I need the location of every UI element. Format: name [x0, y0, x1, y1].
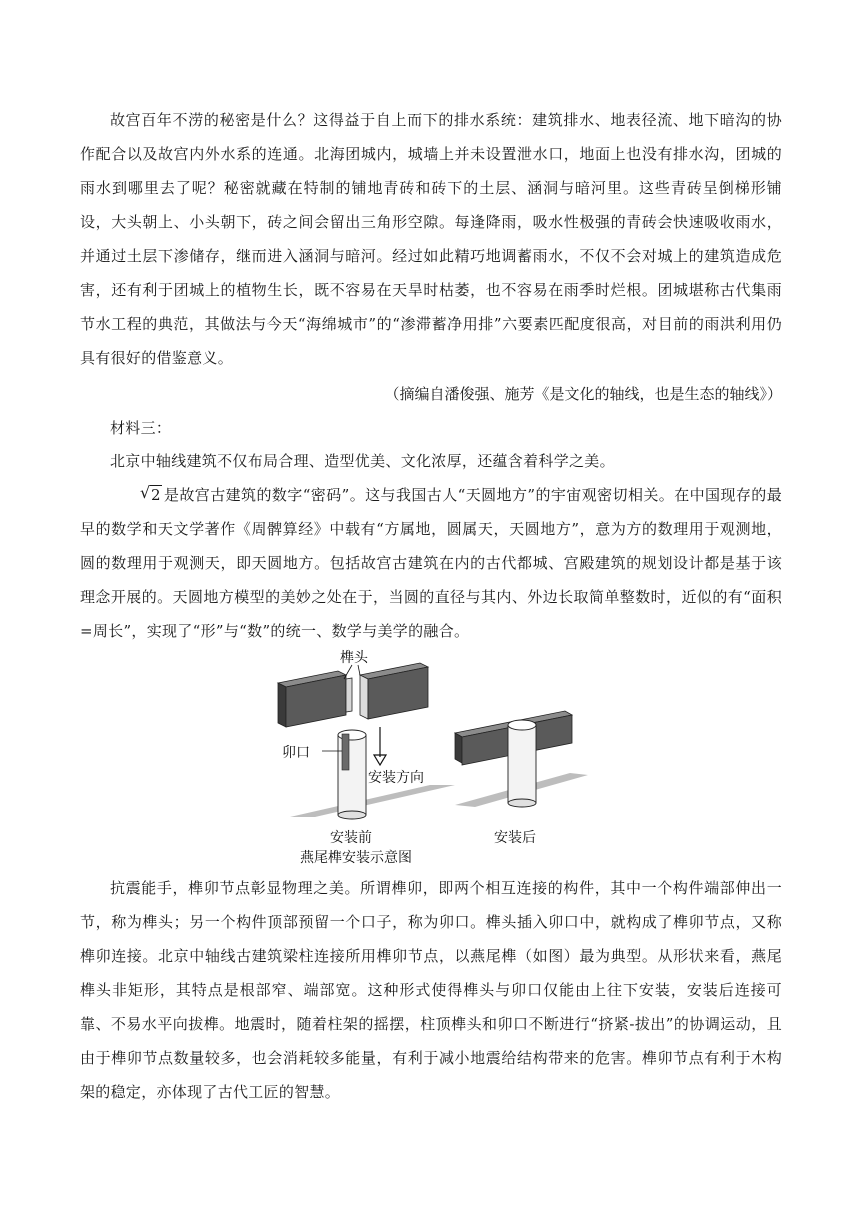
- citation: （摘编自潘俊强、施芳《是文化的轴线，也是生态的轴线》）: [384, 385, 782, 403]
- paragraph-sqrt2-text: 是故宫古建筑的数字“密码”。这与我国古人“天圆地方”的宇宙观密切相关。在中国现存的最早的数学和天文学著作《周髀算经》中载有“方属地，圆属天，天圆地方”，意为方的数理用于观测地，圆的数理用于观测天，即天圆地方。包括故宫古建筑在内的古代都城、宫殿建筑的规划设计都是基于该理念开展的。天圆地方模型的美妙之处在于，当圆的直径与其内、外边长取简单整数时，近似的有“面积=周长”，实现了“形”与“数”的统一、数学与美学的融合。: [80, 486, 782, 640]
- paragraph-sqrt2: [80, 478, 782, 648]
- paragraph-tenon-mortise: 抗震能手，榫卯节点彰显物理之美。所谓榫卯，即两个相互连接的构件，其中一个构件端部伸出一节，称为榫头；另一个构件顶部预留一个口子，称为卯口。榫头插入卯口中，就构成了榫卯节点，又称榫卯连接。北京中轴线古建筑梁柱连接所用榫卯节点，以燕尾榫（如图）最为典型。从形状来看，燕尾榫头非矩形，其特点是根部窄、端部宽。这种形式使得榫头与卯口仅能由上往下安装，安装后连接可靠、不易水平向拔榫。地震时，随着柱架的摇摆，柱顶榫头和卯口不断进行“挤紧-拔出”的协调运动，且由于榫卯节点数量较多，也会消耗较多能量，有利于减小地震给结构带来的危害。榫卯节点有利于木构架的稳定，亦体现了古代工匠的智慧。: [80, 879, 782, 1101]
- label-install-direction: 安装方向: [368, 770, 424, 786]
- ground-shadow-before: [290, 785, 455, 817]
- paragraph-drainage: 故宫百年不涝的秘密是什么？这得益于自上而下的排水系统：建筑排水、地表径流、地下暗沟的协作配合以及故宫内外水系的连通。北海团城内，城墙上并未设置泄水口，地面上也没有排水沟，团城的雨水到哪里去了呢？秘密就藏在特制的铺地青砖和砖下的土层、涵洞与暗河里。这些青砖呈倒梯形铺设，大头朝上、小头朝下，砖之间会留出三角形空隙。每逢降雨，吸水性极强的青砖会快速吸收雨水，并通过土层下渗储存，继而进入涵洞与暗河。经过如此精巧地调蓄雨水，不仅不会对城上的建筑造成危害，还有利于团城上的植物生长，既不容易在天旱时枯萎，也不容易在雨季时烂根。团城堪称古代集雨节水工程的典范，其做法与今天“海绵城市”的“渗滞蓄净用排”六要素匹配度很高，对目前的雨洪利用仍具有很好的借鉴意义。: [80, 111, 782, 367]
- sqrt-two: √ 2: [140, 483, 161, 504]
- label-tenon: 榫头: [340, 650, 368, 666]
- label-before: 安装前: [330, 830, 372, 846]
- intro-paragraph: 北京中轴线建筑不仅布局合理、造型优美、文化浓厚，还蕴含着科学之美。: [110, 452, 615, 470]
- figure-caption: 燕尾榫安装示意图: [300, 850, 412, 866]
- dovetail-diagram: [270, 645, 590, 870]
- material3-heading: 材料三：: [110, 419, 172, 437]
- column-after: [508, 725, 536, 803]
- dovetail-figure: [270, 645, 590, 870]
- label-mortise: 卯口: [282, 745, 310, 761]
- mortise-slot: [342, 734, 349, 770]
- label-after: 安装后: [494, 830, 536, 846]
- tenon-tip: [346, 678, 352, 712]
